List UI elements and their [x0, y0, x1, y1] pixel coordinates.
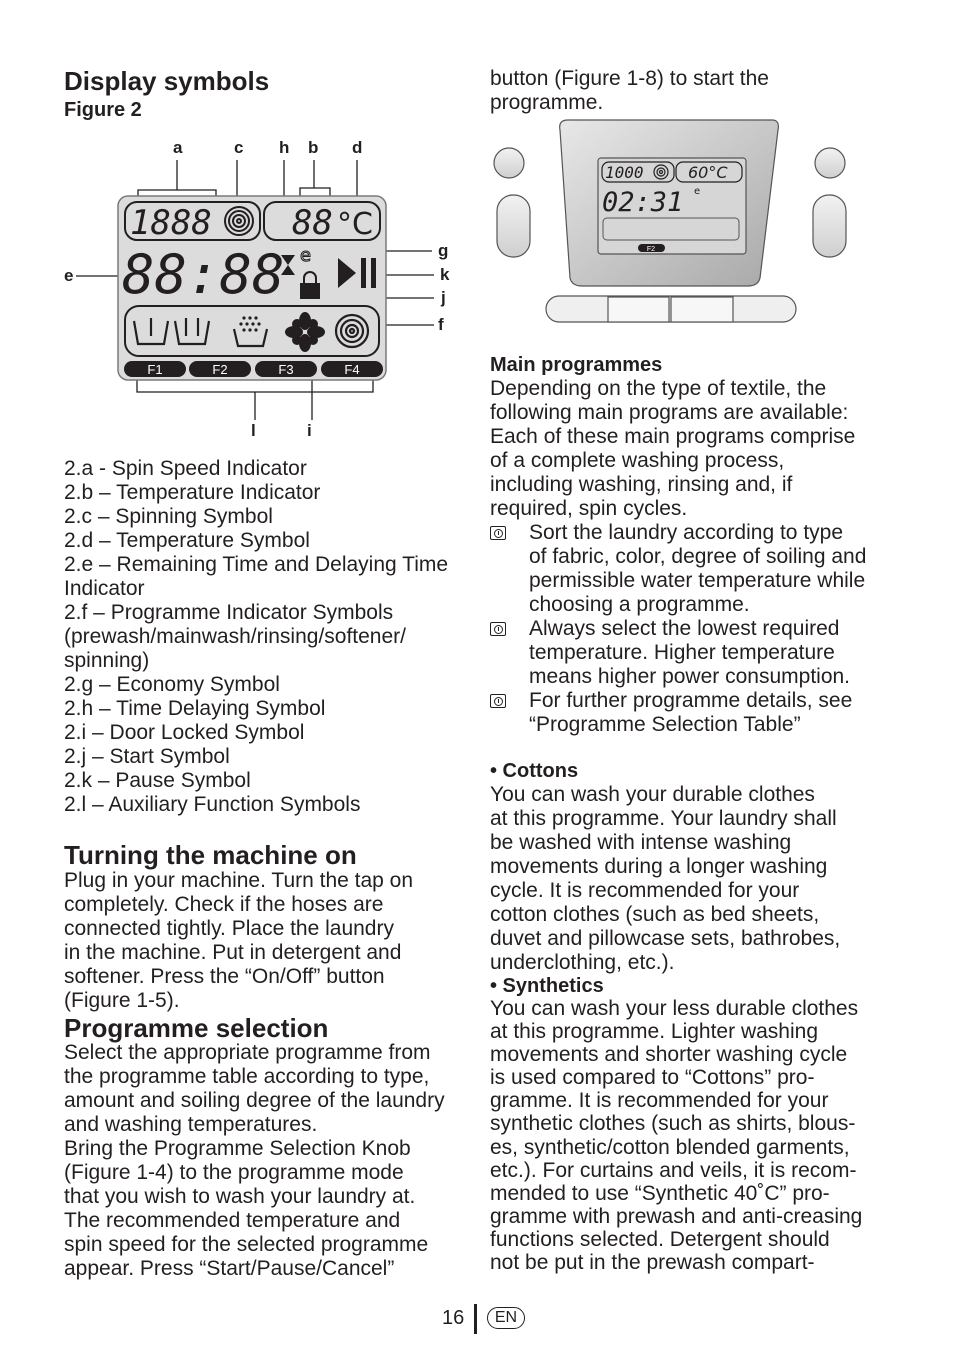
text-line: choosing a programme.	[529, 593, 750, 616]
legend-item: 2.j – Start Symbol	[64, 745, 230, 768]
text-line: underclothing, etc.).	[490, 951, 675, 974]
legend-item: 2.k – Pause Symbol	[64, 769, 251, 792]
heading-main-programmes: Main programmes	[490, 354, 663, 376]
legend-item: 2.b – Temperature Indicator	[64, 481, 321, 504]
text-line: that you wish to wash your laundry at.	[64, 1185, 416, 1208]
legend-item: 2.c – Spinning Symbol	[64, 505, 273, 528]
text-line: For further programme details, see	[529, 689, 853, 712]
text-line: at this programme. Lighter washing	[490, 1020, 818, 1044]
text-line: spin speed for the selected programme	[64, 1233, 429, 1256]
label-f: f	[438, 315, 444, 334]
text-line: functions selected. Detergent should	[490, 1227, 830, 1251]
panel-f2-label: F2	[646, 246, 656, 253]
text-line: synthetic clothes (such as shirts, blous-	[490, 1112, 856, 1136]
pause-icon	[361, 258, 366, 288]
lcd-temp-unit: °C	[337, 207, 373, 242]
label-l: l	[251, 421, 256, 440]
main-paragraph	[490, 377, 900, 521]
panel-spin: 1000	[605, 163, 644, 182]
text-line: Each of these main programs comprise	[490, 425, 856, 448]
legend-item: 2.a - Spin Speed Indicator	[64, 457, 307, 480]
legend-item: 2.l – Auxiliary Function Symbols	[64, 793, 361, 816]
button-f3-label: F3	[278, 362, 294, 377]
text-line: the programme table according to type,	[64, 1065, 430, 1088]
text-line: (Figure 1-5).	[64, 989, 180, 1012]
notes-list	[490, 521, 900, 737]
text-line: button (Figure 1-8) to start the	[490, 67, 769, 90]
button-f1-label: F1	[147, 362, 163, 377]
panel-time: 02:31	[602, 187, 684, 218]
programme-paragraph	[64, 1041, 474, 1281]
legend-item: Indicator	[64, 577, 145, 600]
heading-turning-on: Turning the machine on	[64, 840, 357, 870]
display-diagram	[60, 130, 470, 445]
legend-item: 2.e – Remaining Time and Delaying Time	[64, 553, 449, 576]
text-line: mended to use “Synthetic 40˚C” pro-	[490, 1181, 830, 1205]
text-line: Always select the lowest required	[529, 617, 840, 640]
text-line: The recommended temperature and	[64, 1209, 401, 1232]
text-line: means higher power consumption.	[529, 665, 851, 688]
lcd-spin-digits: 1888	[130, 203, 212, 243]
button-f4-label: F4	[344, 362, 360, 377]
text-line: cycle. It is recommended for your	[490, 879, 800, 902]
text-line: You can wash your less durable clothes	[490, 997, 859, 1020]
legend-item: 2.h – Time Delaying Symbol	[64, 697, 326, 720]
label-c: c	[234, 138, 244, 157]
label-g: g	[438, 241, 449, 260]
legend-item: 2.g – Economy Symbol	[64, 673, 280, 696]
label-k: k	[440, 265, 450, 284]
legend-item: 2.f – Programme Indicator Symbols	[64, 601, 394, 624]
legend-item: (prewash/mainwash/rinsing/softener/	[64, 625, 406, 648]
label-d: d	[352, 138, 363, 157]
text-line: cotton clothes (such as bed sheets,	[490, 903, 820, 926]
legend-item: 2.d – Temperature Symbol	[64, 529, 310, 552]
info-icon	[490, 694, 506, 708]
label-e: e	[64, 266, 74, 285]
text-line: in the machine. Put in detergent and	[64, 941, 402, 964]
economy-icon: e	[300, 245, 312, 266]
label-i: i	[307, 421, 312, 440]
text-line: required, spin cycles.	[490, 497, 688, 520]
text-line: of fabric, color, degree of soiling and	[529, 545, 867, 568]
panel-temp: 60°C	[688, 163, 728, 182]
text-line: duvet and pillowcase sets, bathrobes,	[490, 927, 841, 950]
label-a: a	[173, 138, 183, 157]
cottons-paragraph	[490, 783, 900, 975]
text-line: temperature. Higher temperature	[529, 641, 835, 664]
label-b: b	[308, 138, 319, 157]
label-h: h	[279, 138, 290, 157]
heading-synthetics: • Synthetics	[490, 975, 604, 997]
heading-programme-selection: Programme selection	[64, 1013, 329, 1043]
info-icon	[490, 622, 506, 636]
left-round-button	[494, 148, 524, 178]
text-line: gramme with prewash and anti-creasing	[490, 1204, 863, 1228]
panel-button-left	[608, 297, 669, 322]
left-oval-button	[497, 195, 530, 257]
intro-paragraph	[490, 67, 900, 115]
heading-display-symbols: Display symbols	[64, 66, 270, 96]
text-line: softener. Press the “On/Off” button	[64, 965, 385, 988]
lcd-time-digits: 88:88	[122, 243, 285, 306]
legend-item: spinning)	[64, 649, 150, 672]
text-line: You can wash your durable clothes	[490, 783, 815, 806]
text-line: connected tightly. Place the laundry	[64, 917, 394, 940]
footer-divider	[474, 1304, 477, 1334]
text-line: amount and soiling degree of the laundry	[64, 1089, 445, 1112]
text-line: not be put in the prewash compart-	[490, 1251, 815, 1275]
legend-item: 2.i – Door Locked Symbol	[64, 721, 305, 744]
page-number: 16	[442, 1307, 465, 1329]
label-j: j	[441, 288, 446, 307]
right-oval-button	[813, 195, 846, 257]
text-line: at this programme. Your laundry shall	[490, 807, 837, 830]
text-line: completely. Check if the hoses are	[64, 893, 384, 916]
text-line: appear. Press “Start/Pause/Cancel”	[64, 1257, 395, 1280]
text-line: Plug in your machine. Turn the tap on	[64, 869, 414, 892]
text-line: movements and shorter washing cycle	[490, 1043, 848, 1067]
text-line: is used compared to “Cottons” pro-	[490, 1066, 815, 1090]
text-line: movements during a longer washing	[490, 855, 828, 878]
text-line: “Programme Selection Table”	[529, 713, 801, 736]
text-line: be washed with intense washing	[490, 831, 792, 854]
button-f2-label: F2	[212, 362, 228, 377]
language-badge: EN	[487, 1307, 525, 1329]
synthetics-paragraph	[490, 997, 900, 1274]
text-line: etc.). For curtains and veils, it is recom-	[490, 1158, 857, 1182]
text-line: Sort the laundry according to type	[529, 521, 844, 544]
text-line: es, synthetic/cotton blended garments,	[490, 1135, 850, 1159]
text-line: gramme. It is recommended for your	[490, 1089, 829, 1113]
text-line: following main programs are available:	[490, 401, 849, 424]
info-icon	[490, 526, 506, 540]
lcd-temp-digits: 88	[292, 203, 333, 243]
svg-text:e: e	[694, 186, 701, 197]
text-line: Select the appropriate programme from	[64, 1041, 431, 1064]
text-line: programme.	[490, 91, 604, 114]
text-line: of a complete washing process,	[490, 449, 785, 472]
text-line: Depending on the type of textile, the	[490, 377, 827, 400]
right-round-button	[815, 148, 845, 178]
text-line: (Figure 1-4) to the programme mode	[64, 1161, 404, 1184]
legend-list	[64, 457, 474, 817]
text-line: and washing temperatures.	[64, 1113, 318, 1136]
figure-label: Figure 2	[64, 99, 142, 121]
text-line: including washing, rinsing and, if	[490, 473, 793, 496]
control-panel-illustration	[490, 118, 852, 330]
panel-button-right	[671, 297, 733, 322]
text-line: Bring the Programme Selection Knob	[64, 1137, 411, 1160]
heading-cottons: • Cottons	[490, 760, 579, 782]
text-line: permissible water temperature while	[529, 569, 866, 592]
turning-paragraph	[64, 869, 474, 1013]
